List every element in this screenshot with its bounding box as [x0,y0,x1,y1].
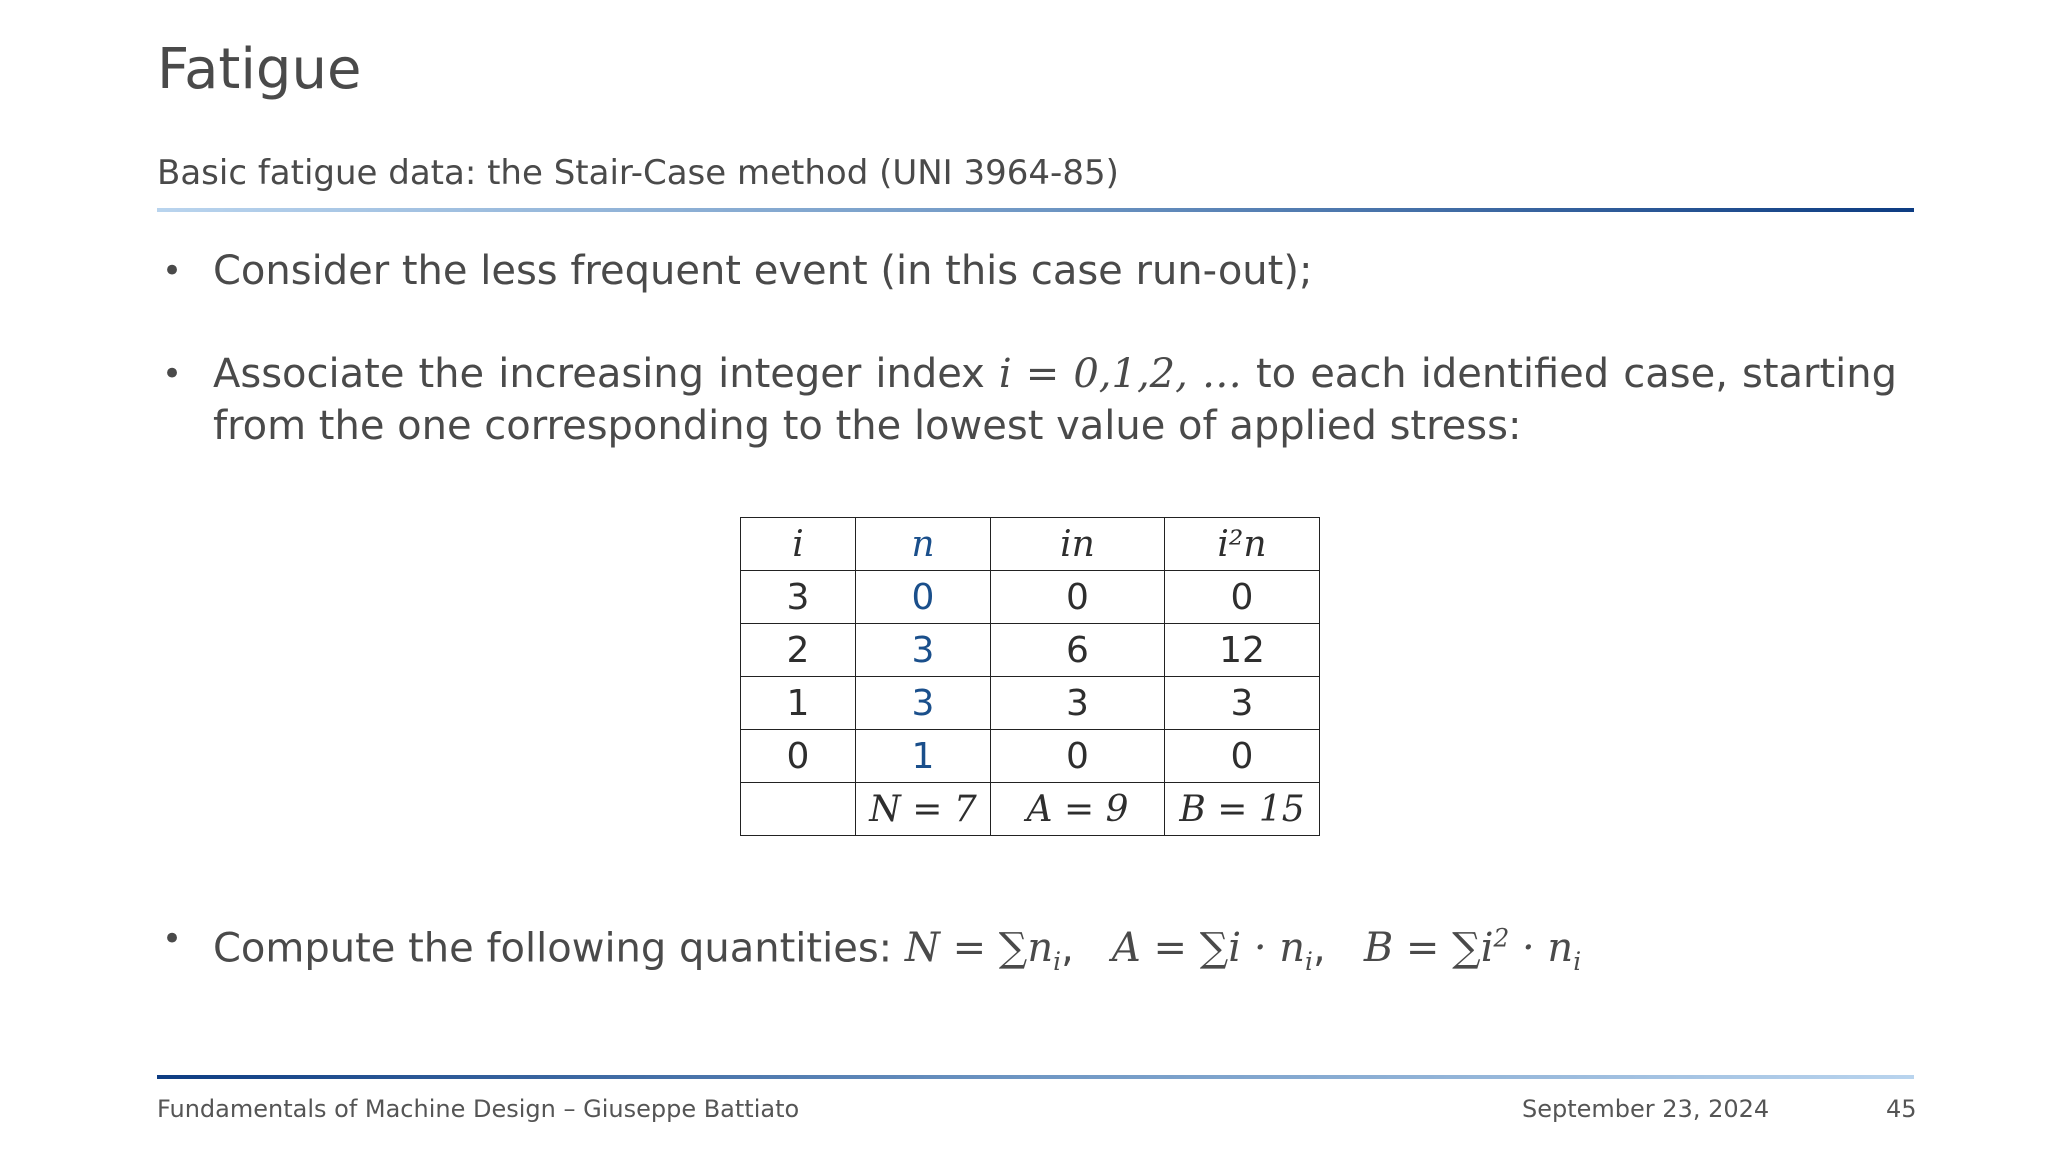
bullet-text-pre: Associate the increasing integer index [213,351,999,397]
subscript: i [1573,947,1582,977]
bullet-item-1 [157,245,1897,297]
table-cell: 1 [856,730,991,783]
table-cell: 0 [991,730,1165,783]
table-cell: 6 [991,624,1165,677]
formula-b [1363,924,1582,977]
page-number: 45 [1886,1095,1917,1123]
slide-title: Fatigue [157,37,362,102]
total-a-cell: A = 9 [991,783,1165,836]
formula-a-body: A = ∑i · n [1111,925,1306,972]
subscript: i [1305,947,1313,977]
footer-date: September 23, 2024 [1522,1095,1770,1123]
stair-case-table [740,517,1320,836]
table-cell: 0 [991,571,1165,624]
header-divider [157,208,1914,212]
table-row [741,677,1320,730]
bullet-dot-icon: • [162,354,183,394]
bullet-text [213,348,1897,452]
table-totals-row [741,783,1320,836]
table-cell: 0 [1165,571,1320,624]
bullet-dot-icon: • [162,919,183,959]
table-cell: 1 [741,677,856,730]
formula-b-body: B = ∑i [1363,925,1494,972]
separator: , [1061,925,1112,972]
slide-subtitle: Basic fatigue data: the Stair-Case method (UNI 3964-85) [157,153,1119,193]
subscript: i [1053,947,1062,977]
footer-divider [157,1075,1914,1079]
table-header-i2n: i²n [1165,518,1320,571]
index-formula: i = 0,1,2, … [998,351,1242,397]
superscript: 2 [1493,924,1510,953]
table-cell: 3 [1165,677,1320,730]
bullet-text [213,913,1897,988]
formula-a [1111,925,1313,977]
table-cell: 12 [1165,624,1320,677]
table-cell: 0 [856,571,991,624]
table-cell: 3 [856,677,991,730]
table-header-n: n [856,518,991,571]
formula-n [904,925,1062,977]
bullet-item-3 [157,913,1897,988]
separator: , [1312,925,1364,972]
table-cell: 0 [741,730,856,783]
table-cell: 3 [741,571,856,624]
total-n-cell: N = 7 [856,783,991,836]
table-cell: 2 [741,624,856,677]
formula-n-body: N = ∑n [904,925,1054,972]
table-cell: 0 [1165,730,1320,783]
table-row [741,571,1320,624]
bullet-dot-icon: • [162,251,183,291]
table-row [741,624,1320,677]
table-cell [741,783,856,836]
bullet-text-post: to each identified case, starting from the one corresponding to the lowest value of applied stress: [213,351,1898,449]
table-cell: 3 [856,624,991,677]
bullet-text-pre: Compute the following quantities: [213,925,905,972]
table-header-in: in [991,518,1165,571]
table-header-row [741,518,1320,571]
table-header-i: i [741,518,856,571]
table-row [741,730,1320,783]
footer-course-author: Fundamentals of Machine Design – Giuseppe Battiato [157,1095,800,1123]
table-cell: 3 [991,677,1165,730]
total-b-cell: B = 15 [1165,783,1320,836]
bullet-item-2 [157,348,1897,452]
formula-b-tail: · n [1509,925,1574,972]
bullet-text: Consider the less frequent event (in this case run-out); [213,248,1313,294]
